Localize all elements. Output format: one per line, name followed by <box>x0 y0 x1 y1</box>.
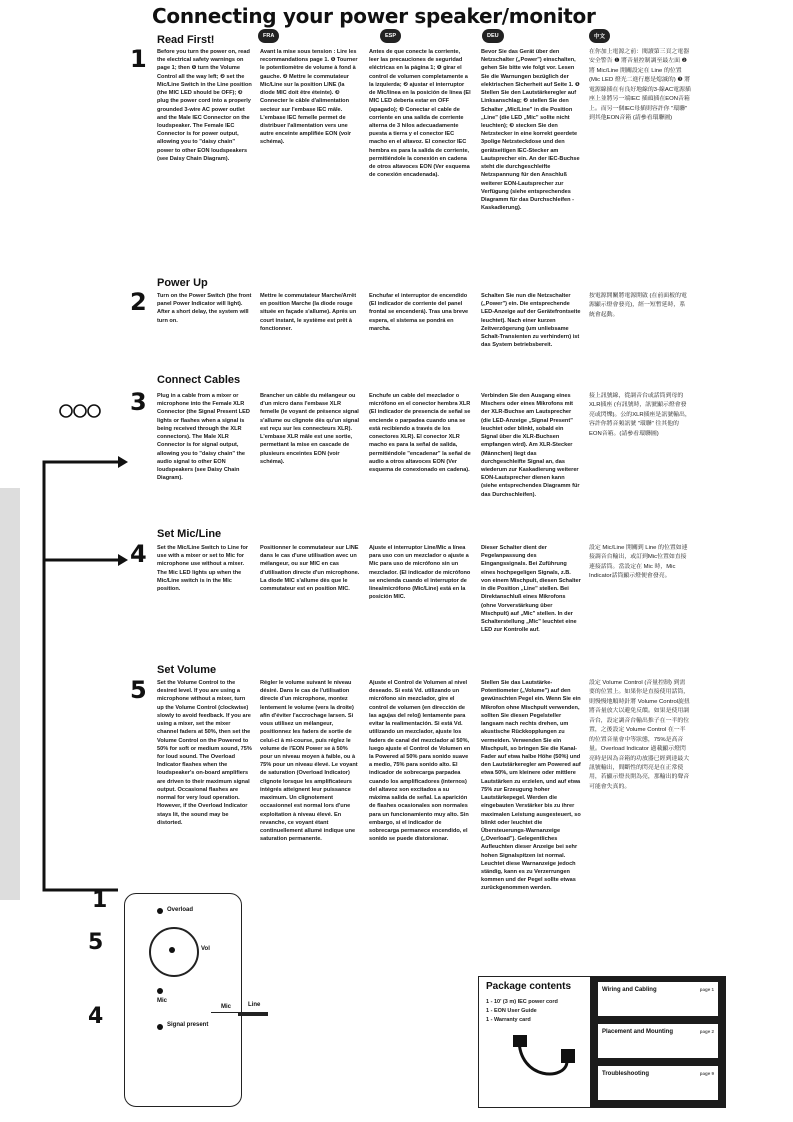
text-en-3: Plug in a cable from a mixer or microphone into the Female XLR Connector (the Signal Present LED lights or flashes when a signal is being received through the XLR connectors). The Male XLR Connector is for signal output, allowing you to "daisy chain" the audio signal to other EON loudspeakers (see Daisy Chain Diagram). <box>157 393 250 482</box>
heading-read-first: Read First! <box>157 34 215 46</box>
package-item: 1 - 10' (3 m) IEC power cord <box>486 999 558 1005</box>
package-contents-title: Package contents <box>486 981 572 992</box>
lang-badge-esp: ESP <box>380 29 401 43</box>
chain-link-icon <box>60 405 72 417</box>
arrowhead-icon <box>118 456 128 468</box>
lang-badge-fra: FRA <box>258 29 279 43</box>
related-pages-panel <box>590 976 726 1108</box>
text-en-1: Before you turn the power on, read the electrical safety warnings on page 1; then ❶ turn the Volume Control all the way left; ❷ set the Mic/Line Switch in the Line position (the MIC LED should be OFF); ❸ plug the power cord into a properly grounded 3-wire AC power outlet and the Male IEC Connector on the loudspeaker. The Female IEC Connector is for power output, allowing you to "daisy chain" power to other EON loudspeakers (see Daisy Chain Diagram). <box>157 49 252 162</box>
step-number-4: 4 <box>130 540 147 568</box>
heading-set-mic-line: Set Mic/Line <box>157 528 222 540</box>
side-link-label: Placement and Mounting <box>602 1029 674 1035</box>
text-zh-4: 設定 Mic/Line 開關到 Line 的位置如連接調音台輸出，或訂到Mic位置如直接連接話筒。當設定在 Mic 時，Mic Indicator話筒顯示燈便會發亮。 <box>589 545 688 580</box>
heading-connect-cables: Connect Cables <box>157 374 241 386</box>
text-fr-5: Régler le volume suivant le niveau désiré. Dans le cas de l'utilisation directe d'un microphone, montez lentement le volume (vers la droite) afin d'éviter l'accrochage larsen. Si vous utilisez un mélangeur, positionnez les faders de sortie de celui-ci à mi-course, puis réglez le volume de l'EON Power se à 50% pour un niveau moyen à faible, ou à 75% pour un niveau élevé. Le voyant de saturation (Overload Indicator) clignote lorsque les amplificateurs intégrés atteignent leur puissance maximum. Un clignotement occasionnel est normal lors d'une exploitation à niveau élevé. En revanche, ce voyant étant continuellement allumé indique une saturation permanente. <box>260 680 358 843</box>
text-en-2: Turn on the Power Switch (the front panel Power Indicator will light). After a short delay, the system will turn on. <box>157 293 252 324</box>
side-link-page: page 9 <box>699 1071 714 1076</box>
text-en-4: Set the Mic/Line Switch to Line for use with a mixer or set to Mic for microphone use without a mixer. The Mic LED lights up when the Mic/Line switch is in the Mic position. <box>157 545 249 593</box>
step-number-1: 1 <box>130 45 147 73</box>
side-link-placement[interactable] <box>598 1024 718 1058</box>
side-link-label: Wiring and Cabling <box>602 987 657 993</box>
text-zh-1: 在你加上電源之前：閱讀第三頁之電器安全警告 ❶ 將音量控制調至最左面 ❷ 將 Mic/Line 開關設定在 Line 的位置 (Mic LED 燈光二進行應是熄滅的) ❸ 將電源線插在有良好地線的3-線AC電源插座上並將另一端IEC 插頭插在EON音箱上。而另一個IEC母插則容許你 "環聯" 到其他EON音箱 (請參看環聯圖) <box>589 49 691 122</box>
step-number-3: 3 <box>130 388 147 416</box>
text-de-4: Dieser Schalter dient der Pegelanpassung des Eingangssignals. Bei Zuführung eines hochpegeligen Signals, z.B. von einem Mischpult, diesen Schalter in die Position „Line" stellen. Bei Direktanschluß eines Mikrofons (ohne Vorverstärkung über Mischpult) auf „Mic" stellen. In der Schalterstellung „Mic" leuchtet eine LED zur Kontrolle auf. <box>481 545 581 634</box>
text-fr-3: Brancher un câble du mélangeur ou d'un micro dans l'embase XLR femelle (le voyant de présence signal s'allume ou clignote dès qu'un signal est reçu sur les connecteurs XLR). L'embase XLR mâle est une sortie, permettant la mise en cascade de plusieurs enceintes EON (voir schéma). <box>260 393 360 465</box>
text-de-3: Verbinden Sie den Ausgang eines Mischers oder eines Mikrofons mit der XLR-Buchse am Lautsprecher (die LED-Anzeige „Signal Present" leuchtet oder blinkt, sobald ein Signal über die XLR-Buchsen empfangen wird). Am XLR-Stecker (Männchen) liegt das durchgeschleifte Signal an, das wiederum zur Kaskadierung weiterer EON-Lautsprecher dienen kann (siehe entsprechendes Diagramm für das Durchschleifen). <box>481 393 580 498</box>
text-es-1: Antes de que conecte la corriente, leer las precauciones de seguridad eléctricas en la página 1; ❶ girar el control de volumen completamente a la izquierda; ❷ ajustar el interruptor de Mic/línea en la posición de línea (El MIC LED debería estar en OFF (apagado); ❸ Conectar el cable de corriente en una salida de corriente alterna de 3 hilos adecuadamente puesta a tierra y el conector IEC macho en el altavoz. El conector IEC hembra es para la salida de corriente, permitiéndole la conexión en cadena de otros altavoces EON (Ver esquema de conexión encadenada). <box>369 49 471 179</box>
knob-center-icon <box>169 947 175 953</box>
lang-badge-deu: DEU <box>482 29 504 43</box>
signal-present-label: Signal present <box>167 1022 209 1028</box>
side-link-page: page 1 <box>699 987 714 992</box>
package-contents-box <box>478 976 608 1108</box>
arrow-to-step4 <box>44 502 118 560</box>
text-en-5: Set the Volume Control to the desired level. If you are using a microphone without a mixer, turn up the Volume Control (clockwise) slowly to avoid feedback. If you are using a mixer, set the mixer channel faders at 50%, then set the Volume Control on the Powered to 50% for soft or medium sound, 75% for loud sound. The Overload Indicator flashes when the loudspeaker's on-board amplifiers are driven to their maximum signal output. Occasional flashes are normal for very loud operation. However, if the Overload Indicator stays lit, the sound may be distorted. <box>157 680 252 826</box>
switch-mic-label: Mic <box>221 1004 232 1010</box>
page-title: Connecting your power speaker/monitor <box>152 4 596 28</box>
callout-number-4: 4 <box>88 1004 104 1029</box>
step-number-5: 5 <box>130 676 147 704</box>
vol-label: Vol <box>201 946 210 952</box>
text-de-1: Bevor Sie das Gerät über den Netzschalter („Power") einschalten, gehen Sie bitte wie folgt vor. Lesen Sie die Warnungen bezüglich der elektrischen Sicherheit auf Seite 1. ❶ Stellen Sie den Lautstärkeregler auf Linksanschlag; ❷ stellen Sie den Schalter „Mic/Line" in die Position „Line" (die LED „Mic" sollte nicht leuchten); ❸ stecken Sie den Netzstecker in eine korrekt geerdete 3polige Netzsteckdose und den gerätseitigen IEC-Stecker am Lautsprecher ein. An der IEC-Buchse steht die durchgeschleifte Netzspannung für den Anschluß weiterer EON-Lautsprecher zur Verfügung (siehe entsprechendes Diagramm für das Durchschleifen - Kaskadierung). <box>481 49 580 212</box>
mic-label: Mic <box>157 998 168 1004</box>
mic-led-icon <box>157 988 163 994</box>
power-cord-icon <box>509 1031 579 1101</box>
speaker-rear-panel <box>124 893 242 1107</box>
callout-number-5: 5 <box>88 930 104 955</box>
text-fr-2: Mettre le commutateur Marche/Arrêt en position Marche (la diode rouge située en façade s'allume). Après un court instant, le système est prêt à fonctionner. <box>260 293 357 332</box>
text-zh-3: 接上訊號線，從調音台或話筒到母的XLR插座 (有訊號時，訊號顯示燈會發亮或閃爍)。公的XLR插座是訊號輸出，容許你將音頻訊號 "環聯" 往其他的EON音箱。(請參看環聯圖) <box>589 393 691 437</box>
heading-power-up: Power Up <box>157 277 208 289</box>
text-fr-4: Positionner le commutateur sur LINE dans le cas d'une utilisation avec un mélangeur, ou sur MIC en cas d'utilisation directe d'un microphone. La diode MIC s'allume dès que le commutateur est en position MIC. <box>260 545 360 593</box>
heading-set-volume: Set Volume <box>157 664 217 676</box>
text-zh-2: 按電源開關將電源開啟 (在前面板的電源顯示燈會發亮)，經一短暫延時，系統會起動。 <box>589 293 687 318</box>
side-link-wiring[interactable] <box>598 982 718 1016</box>
text-es-3: Enchufe un cable del mezclador o micrófono en el conector hembra XLR (El indicador de presencia de señal se enciende o parpadea cuando una se está recibiendo a través de los conectores XLR). El conector XLR macho es para la señal de salida, permitiéndole "encadenar" la señal de audio a otros altavoces EON (Ver esquema de conexionado en cadena). <box>369 393 471 473</box>
mic-line-switch[interactable] <box>238 1012 268 1016</box>
overload-led-icon <box>157 908 163 914</box>
text-es-5: Ajuste el Control de Volumen al nivel deseado. Si está Vd. utilizando un micrófono sin mezclador, gire el control de volumen (en dirección de las agujas del reloj) lentamente para evitar la realimentación. Si está Vd. utilizando un mezclador, ajuste los faders de canal del mezclador al 50%, luego ajuste el Control de Volumen en la Powered al 50% para sonido suave a medio, 75% para sonido alto. El indicador de sobrecarga parpadea cuando los amplificadores (internos) del altavoz son excitados a su máxima salida de señal. La aparición de flashes ocasionales son normales para un funcionamiento muy alto. Sin embargo, si el indicador de sobrecarga permanece encendido, el sonido se puede distorsionar. <box>369 680 471 843</box>
text-es-2: Enchufar el interruptor de encendido (El indicador de corriente del panel frontal se encenderá). Tras una breve espera, el sistema se pondrá en marcha. <box>369 293 469 332</box>
flow-arrows-diagram <box>0 0 160 900</box>
text-de-2: Schalten Sie nun die Netzschalter („Power") ein. Die entsprechende LED-Anzeige auf der Gerätefrontseite leuchtet). Nach einer kurzen Zeitverzögerung (um unliebsame Schalt-Transienten zu verhindern) ist das System betriebsbereit. <box>481 293 581 349</box>
arrow-to-step5 <box>44 560 118 890</box>
switch-line-label: Line <box>248 1002 261 1008</box>
lang-badge-zh: 中文 <box>589 29 610 43</box>
text-es-4: Ajuste el interruptor Line/Mic a línea para uso con un mezclador o ajuste a Mic para uso de micrófono sin un mezclador. (El indicador de micrófono se encienda cuando el interruptor de línea/micrófono (Mic/Line) está en la posición MIC. <box>369 545 471 601</box>
side-link-label: Troubleshooting <box>602 1071 649 1077</box>
step-number-2: 2 <box>130 288 147 316</box>
text-zh-5: 設定 Volume Control (音量控制) 到需要的位置上。如果你是直接使用話筒，則慢慢地順時針將 Volume Control旋扭將音量放大以避免反饋。如果是使用調音台，設定調音台輸出推子在一半的位置，之後設定 Volume Control 在一半的位置音量會中等狀態，75%是高音量。Overload Indicator 過載顯示燈閃亮時是因為音箱的功放器已經到達最大訊號輸出，間斷性的閃亮是在正常使用，若顯示燈長開為亮，那輸出的聲音可能會失真的。 <box>589 680 690 790</box>
side-link-troubleshooting[interactable] <box>598 1066 718 1100</box>
signal-led-icon <box>157 1024 163 1030</box>
callout-number-1: 1 <box>92 888 108 913</box>
side-link-page: page 2 <box>699 1029 714 1034</box>
arrowhead-icon <box>118 554 128 566</box>
text-fr-1: Avant la mise sous tension : Lire les recommandations page 1. ❶ Tourner le potentiomètre de volume à fond à gauche. ❷ Mettre le commutateur Mic/Line sur la position LINE (la diode MIC doit être éteinte). ❸ Connecter le câble d'alimentation secteur sur l'embase IEC mâle. L'embase IEC femelle permet de distribuer l'alimentation vers une autre enceinte amplifiée EON (voir schéma). <box>260 49 358 146</box>
overload-label: Overload <box>167 907 194 913</box>
text-de-5: Stellen Sie das Lautstärke-Potentiometer („Volume") auf den gewünschten Pegel ein. Wenn Sie ein Mikrofon ohne Mischpult verwenden, sollten Sie diesen Pegelsteller langsam nach rechts drehen, um akustische Rückkopplungen zu vermeiden. Verwenden Sie ein Mischpult, so bringen Sie die Kanal-Fader auf etwa halbe Höhe (50%) und den Lautstärkeregler am Powered auf etwa 50%, um kleinere oder mittlere Lautstärken zu erzielen, und auf etwa 75% zur Erzeugung hoher Lautstärkepegel. Werden die eingebauten Verstärker bis zu ihrer maximalen Leistung ausgesteuert, so blinkt oder leuchtet die Übersteuerungs-Warnanzeige („Overload"). Gelegentliches Aufleuchten dieser Anzeige bei sehr hohen Signalspitzen ist normal. Leuchtet diese Warnanzeige jedoch ständig, kann es zu Verzerrungen kommen und der Pegel sollte etwas zurückgenommen werden. <box>481 680 581 892</box>
arrow-to-step3 <box>44 462 118 502</box>
package-item: 1 - EON User Guide <box>486 1008 537 1014</box>
package-item: 1 - Warranty card <box>486 1017 531 1023</box>
